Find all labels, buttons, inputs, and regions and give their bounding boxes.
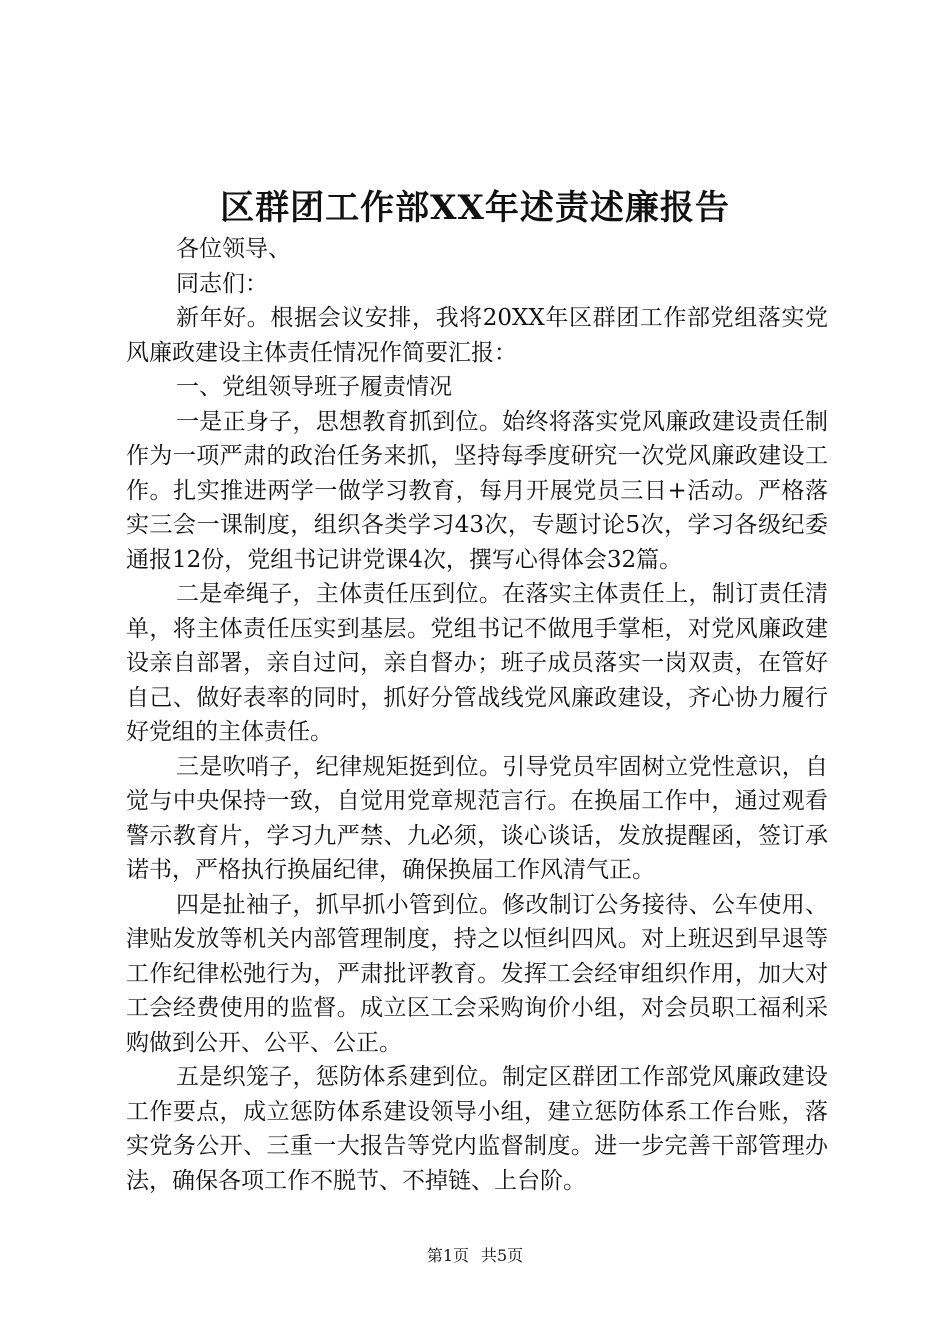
section-heading: 一、党组领导班子履责情况: [176, 374, 452, 400]
salutation-line-1: 各位领导、: [176, 236, 291, 262]
paragraph-item-1: 一是正身子，思想教育抓到位。始终将落实党风廉政建设责任制作为一项严肃的政治任务来抓，坚持每季度研究一次党风廉政建设工作。扎实推进两学一做学习教育，每月开展党员三日+活动。严格落实三会一课制度，组织各类学习43次，专题讨论5次，学习各级纪委通报12份，党组书记讲党课4次，撰写心得体会32篇。: [126, 408, 828, 573]
paragraph-item-4: 四是扯袖子，抓早抓小管到位。修改制订公务接待、公车使用、津贴发放等机关内部管理制度，持之以恒纠四风。对上班迟到早退等工作纪律松弛行为，严肃批评教育。发挥工会经审组织作用，加大对工会经费使用的监督。成立区工会采购询价小组，对会员职工福利采购做到公开、公平、公正。: [126, 891, 828, 1056]
page-total: 共5页: [481, 1246, 524, 1265]
document-title: 区群团工作部XX年述责述廉报告: [220, 188, 730, 228]
paragraph-item-2: 二是牵绳子，主体责任压到位。在落实主体责任上，制订责任清单，将主体责任压实到基层。党组书记不做甩手掌柜，对党风廉政建设亲自部署，亲自过问，亲自督办；班子成员落实一岗双责，在管好自己、做好表率的同时，抓好分管战线党风廉政建设，齐心协力履行好党组的主体责任。: [126, 581, 828, 745]
salutation-line-2: 同志们：: [176, 270, 268, 297]
document-body: [126, 232, 828, 1198]
page-number: 第1页: [426, 1246, 469, 1265]
paragraph-item-3: 三是吹哨子，纪律规矩挺到位。引导党员牢固树立党性意识，自觉与中央保持一致，自觉用党章规范言行。在换届工作中，通过观看警示教育片，学习九严禁、九必须，谈心谈话，发放提醒函，签订承诺书，严格执行换届纪律，确保换届工作风清气正。: [126, 753, 828, 883]
page-footer: [0, 1244, 950, 1268]
paragraph-item-5: 五是织笼子，惩防体系建到位。制定区群团工作部党风廉政建设工作要点，成立惩防体系建设领导小组，建立惩防体系工作台账，落实党务公开、三重一大报告等党内监督制度。进一步完善干部管理办法，确保各项工作不脱节、不掉链、上台阶。: [126, 1064, 828, 1194]
intro-paragraph: 新年好。根据会议安排，我将20XX年区群团工作部党组落实党风廉政建设主体责任情况作简要汇报：: [126, 305, 828, 366]
